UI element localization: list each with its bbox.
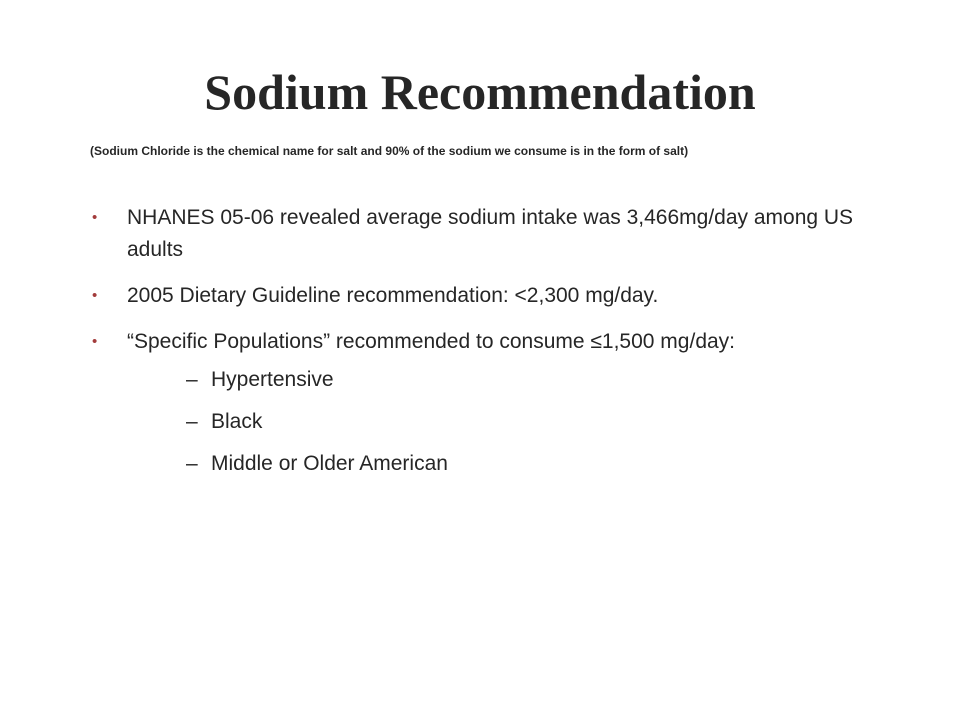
bullet-item-guideline xyxy=(92,280,892,312)
sub-bullet-list xyxy=(186,364,786,490)
bullet-text: 2005 Dietary Guideline recommendation: <2,300 mg/day. xyxy=(127,284,659,307)
bullet-text: NHANES 05-06 revealed average sodium intake was 3,466mg/day among US adults xyxy=(127,206,854,261)
bullet-item-nhanes xyxy=(92,202,892,266)
dash-icon: – xyxy=(186,452,198,475)
sub-bullet-text: Hypertensive xyxy=(211,368,334,391)
bullet-icon: • xyxy=(92,209,98,226)
slide-title: Sodium Recommendation xyxy=(204,64,756,120)
sub-bullet-hypertensive xyxy=(186,364,786,396)
bullet-list xyxy=(92,202,892,372)
bullet-text: “Specific Populations” recommended to consume ≤1,500 mg/day: xyxy=(127,330,736,353)
bullet-icon: • xyxy=(92,287,98,304)
sub-bullet-text: Middle or Older American xyxy=(211,452,448,475)
sub-bullet-middle-older xyxy=(186,448,786,480)
bullet-icon: • xyxy=(92,333,98,350)
slide-subtitle: (Sodium Chloride is the chemical name for salt and 90% of the sodium we consume is in the form of salt) xyxy=(90,144,689,158)
sub-bullet-black xyxy=(186,406,786,438)
dash-icon: – xyxy=(186,410,198,433)
dash-icon: – xyxy=(186,368,198,391)
sub-bullet-text: Black xyxy=(211,410,263,433)
bullet-item-specific-populations xyxy=(92,326,892,358)
